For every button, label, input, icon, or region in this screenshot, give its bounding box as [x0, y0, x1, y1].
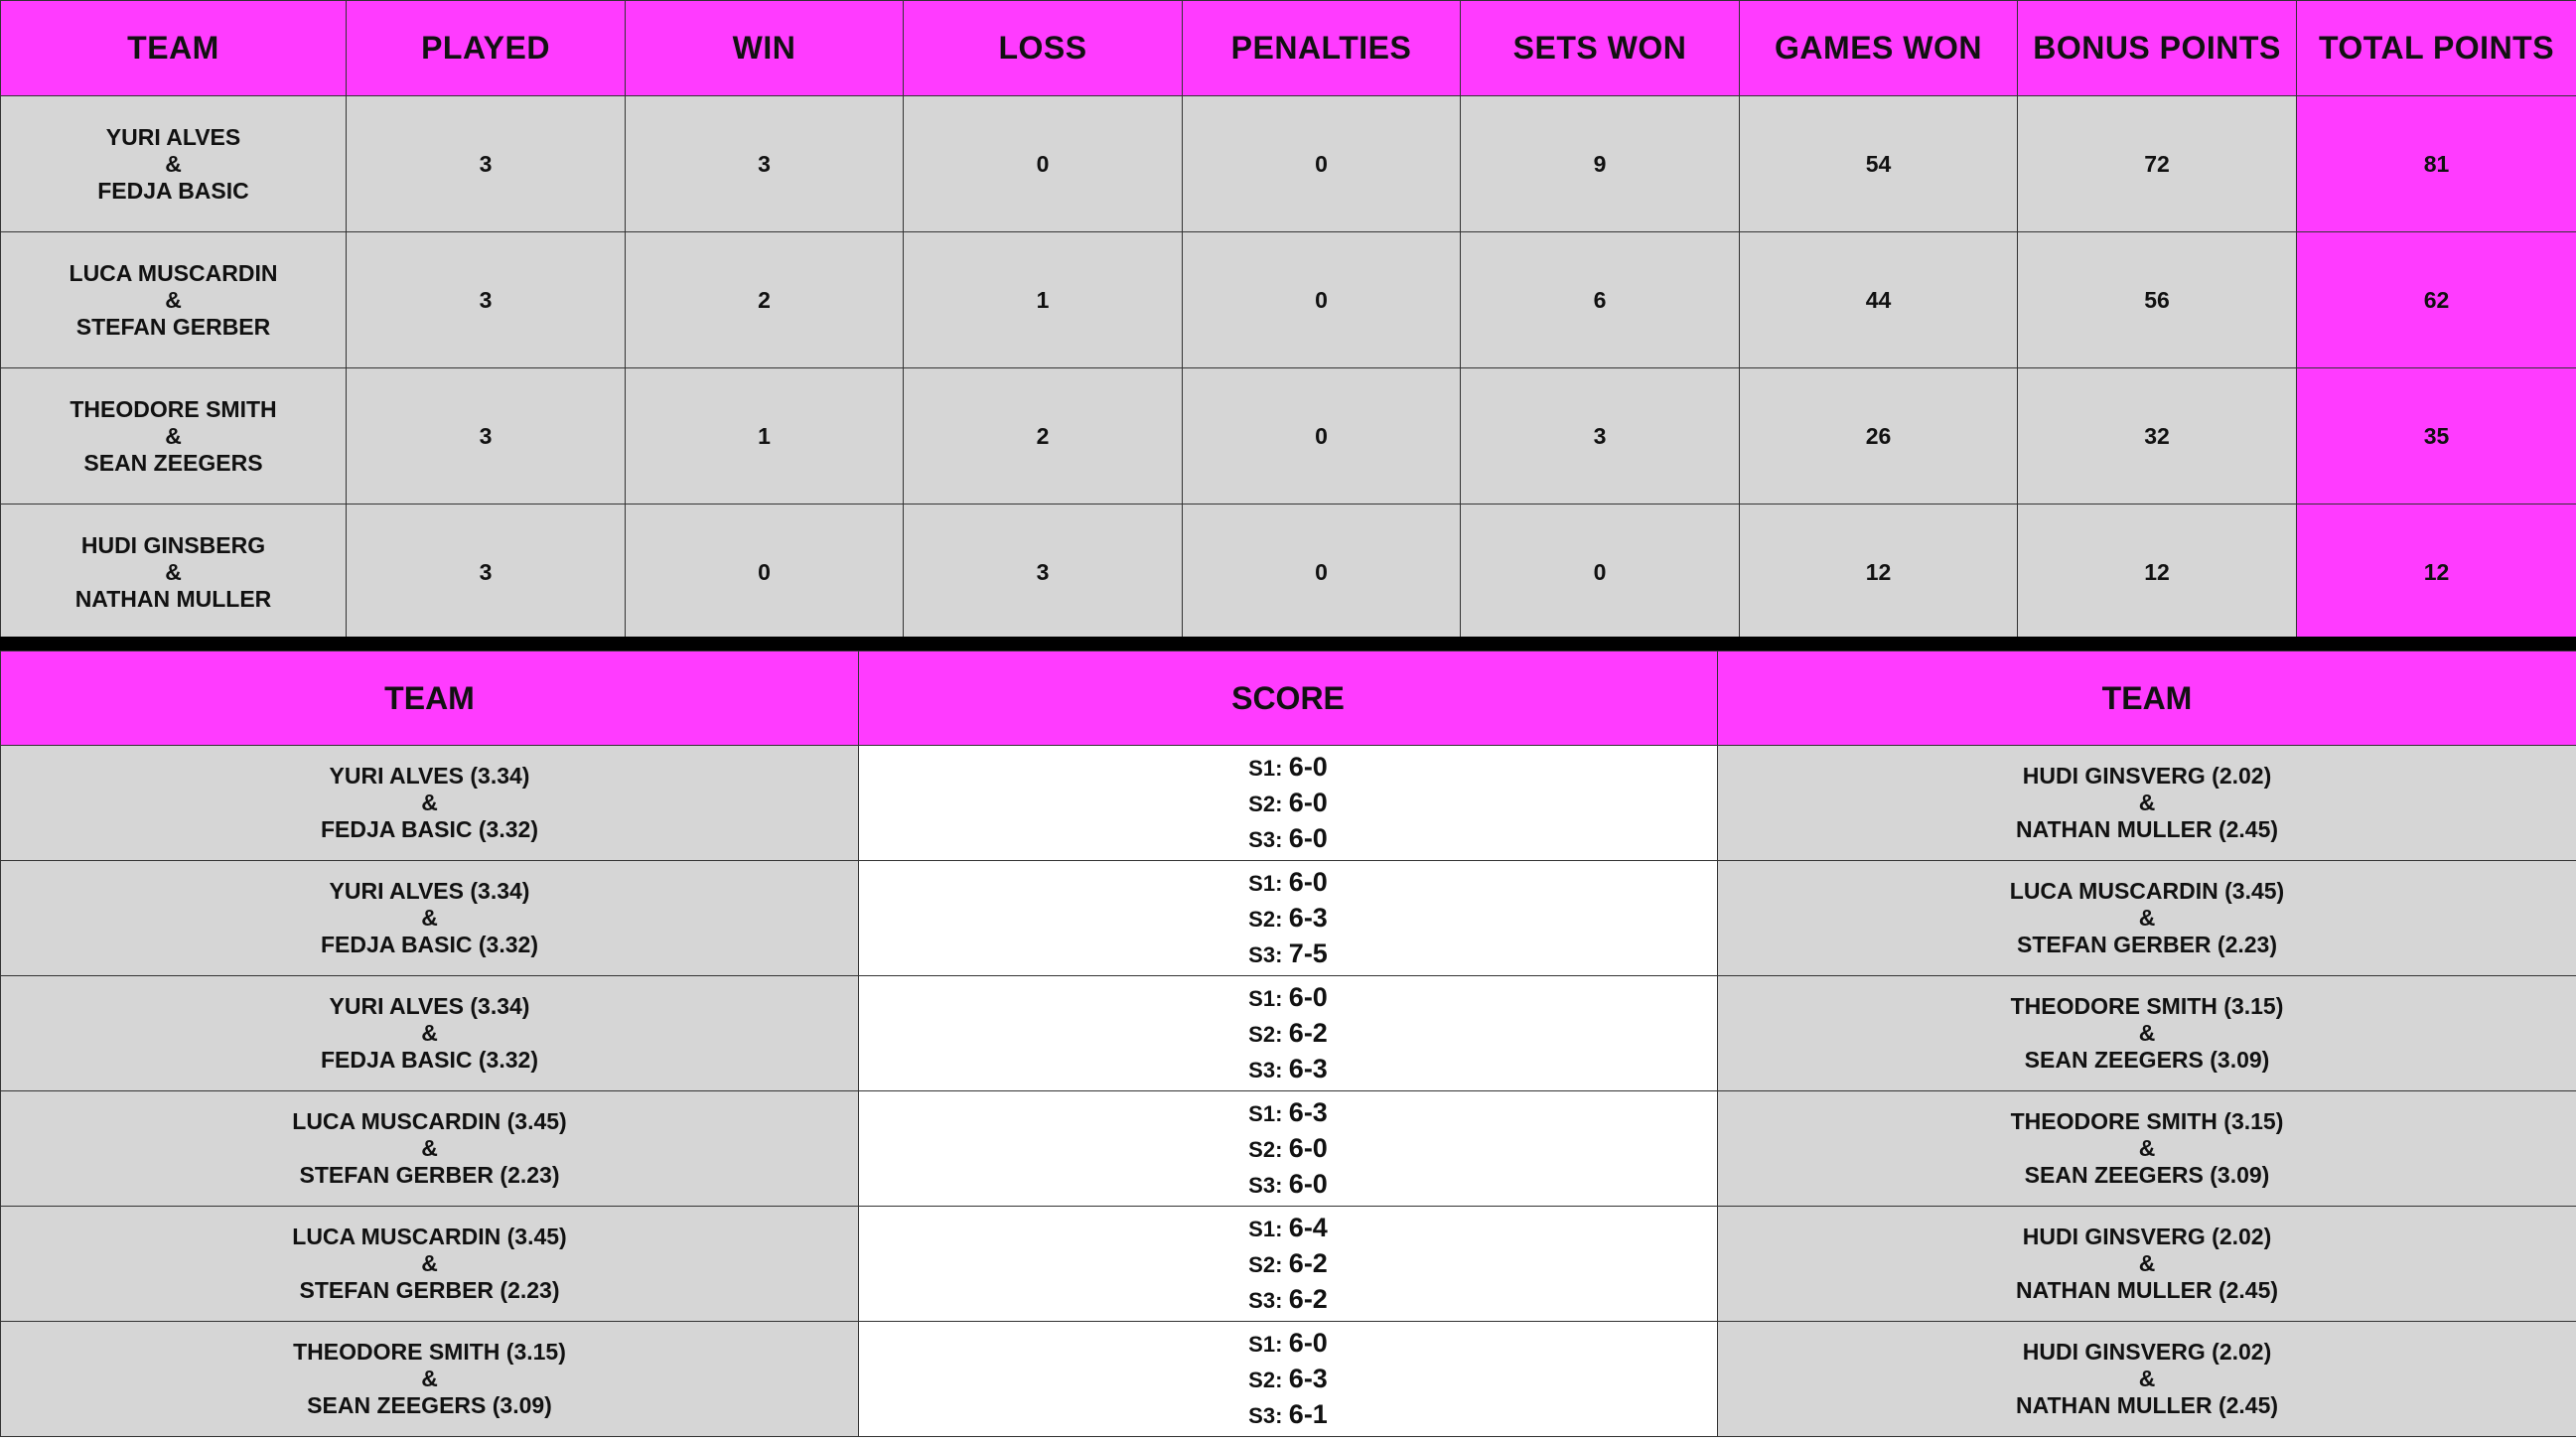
win-cell: 0 [626, 505, 904, 641]
standings-row [1, 505, 2576, 641]
loss-cell: 1 [904, 232, 1183, 368]
win-cell: 2 [626, 232, 904, 368]
set-score [859, 1362, 1717, 1397]
played-cell: 3 [347, 505, 626, 641]
player-name: STEFAN GERBER (2.23) [2017, 932, 2277, 957]
match-row [1, 1207, 2576, 1322]
set-value: 6-3 [1288, 1096, 1328, 1127]
player-name: THEODORE SMITH [70, 395, 277, 422]
header-win: WIN [626, 1, 904, 96]
player-name: SEAN ZEEGERS [83, 449, 263, 476]
header-team: TEAM [1, 1, 347, 96]
team-b-cell [1718, 1322, 2576, 1437]
set-label: S2: [1248, 906, 1283, 932]
set-label: S1: [1248, 985, 1283, 1011]
player-name: FEDJA BASIC [97, 177, 249, 204]
team-a-cell [1, 1322, 859, 1437]
ampersand: & [421, 790, 438, 815]
player-name: FEDJA BASIC (3.32) [321, 1047, 538, 1073]
match-row [1, 746, 2576, 861]
sets-won-cell: 9 [1461, 96, 1740, 232]
set-label: S3: [1248, 826, 1283, 852]
score-cell [859, 746, 1718, 861]
player-name: NATHAN MULLER (2.45) [2015, 1277, 2279, 1303]
set-score [859, 1131, 1717, 1167]
player-name: LUCA MUSCARDIN (3.45) [2009, 878, 2285, 904]
header-played: PLAYED [347, 1, 626, 96]
set-value: 6-0 [1288, 822, 1328, 853]
set-score [859, 901, 1717, 937]
set-label: S1: [1248, 870, 1283, 896]
score-cell [859, 861, 1718, 976]
set-value: 6-0 [1288, 1168, 1328, 1199]
header-loss: LOSS [904, 1, 1183, 96]
set-value: 6-3 [1288, 1053, 1328, 1083]
player-name: LUCA MUSCARDIN [69, 259, 278, 286]
penalties-cell: 0 [1183, 96, 1461, 232]
set-value: 6-0 [1288, 1132, 1328, 1163]
score-cell [859, 1091, 1718, 1207]
bonus-points-cell: 32 [2018, 368, 2297, 505]
ampersand: & [421, 905, 438, 931]
total-points-cell: 35 [2297, 368, 2576, 505]
set-value: 6-2 [1288, 1247, 1328, 1278]
score-cell [859, 1207, 1718, 1322]
set-label: S1: [1248, 1216, 1283, 1241]
team-cell [1, 232, 347, 368]
team-a-cell [1, 976, 859, 1091]
set-label: S2: [1248, 791, 1283, 816]
set-score [859, 1167, 1717, 1203]
games-won-cell: 54 [1740, 96, 2018, 232]
ampersand: & [421, 1135, 438, 1161]
standings-table [0, 0, 2576, 641]
set-label: S3: [1248, 1057, 1283, 1082]
set-score [859, 1095, 1717, 1131]
set-value: 6-0 [1288, 1327, 1328, 1358]
ampersand: & [165, 558, 182, 585]
win-cell: 3 [626, 96, 904, 232]
ampersand: & [2138, 1250, 2156, 1276]
set-score [859, 750, 1717, 786]
games-won-cell: 44 [1740, 232, 2018, 368]
set-value: 6-0 [1288, 787, 1328, 817]
player-name: SEAN ZEEGERS (3.09) [2024, 1162, 2270, 1188]
total-points-cell: 62 [2297, 232, 2576, 368]
score-cell [859, 976, 1718, 1091]
set-score [859, 1246, 1717, 1282]
ampersand: & [2138, 905, 2156, 931]
set-score [859, 786, 1717, 821]
set-score [859, 1211, 1717, 1246]
match-row [1, 861, 2576, 976]
set-score [859, 821, 1717, 857]
match-row [1, 1091, 2576, 1207]
set-value: 6-0 [1288, 866, 1328, 897]
team-b-cell [1718, 976, 2576, 1091]
team-cell [1, 368, 347, 505]
team-a-cell [1, 1091, 859, 1207]
set-score [859, 1052, 1717, 1087]
total-points-cell: 81 [2297, 96, 2576, 232]
header-total-points: TOTAL POINTS [2297, 1, 2576, 96]
bonus-points-cell: 56 [2018, 232, 2297, 368]
team-cell [1, 505, 347, 641]
player-name: YURI ALVES (3.34) [329, 763, 530, 789]
played-cell: 3 [347, 368, 626, 505]
team-b-cell [1718, 1091, 2576, 1207]
team-a-cell [1, 746, 859, 861]
set-value: 6-2 [1288, 1017, 1328, 1048]
ampersand: & [2138, 1020, 2156, 1046]
player-name: NATHAN MULLER [74, 585, 272, 612]
set-value: 6-1 [1288, 1398, 1328, 1429]
sets-won-cell: 6 [1461, 232, 1740, 368]
set-label: S2: [1248, 1136, 1283, 1162]
ampersand: & [421, 1020, 438, 1046]
set-label: S1: [1248, 1331, 1283, 1357]
played-cell: 3 [347, 232, 626, 368]
header-penalties: PENALTIES [1183, 1, 1461, 96]
ampersand: & [2138, 1135, 2156, 1161]
section-divider [0, 637, 2576, 650]
set-label: S3: [1248, 1287, 1283, 1313]
set-score [859, 937, 1717, 972]
player-name: YURI ALVES (3.34) [329, 878, 530, 904]
sets-won-cell: 0 [1461, 505, 1740, 641]
player-name: SEAN ZEEGERS (3.09) [307, 1392, 552, 1418]
standings-row [1, 368, 2576, 505]
set-label: S3: [1248, 1402, 1283, 1428]
played-cell: 3 [347, 96, 626, 232]
player-name: STEFAN GERBER (2.23) [299, 1162, 560, 1188]
team-a-cell [1, 1207, 859, 1322]
ampersand: & [2138, 1366, 2156, 1391]
loss-cell: 0 [904, 96, 1183, 232]
player-name: THEODORE SMITH (3.15) [2010, 993, 2284, 1019]
player-name: HUDI GINSVERG (2.02) [2022, 1224, 2272, 1249]
player-name: NATHAN MULLER (2.45) [2015, 1392, 2279, 1418]
set-label: S3: [1248, 1172, 1283, 1198]
header-team-b: TEAM [1718, 651, 2576, 746]
header-sets-won: SETS WON [1461, 1, 1740, 96]
set-score [859, 1326, 1717, 1362]
header-bonus-points: BONUS POINTS [2018, 1, 2297, 96]
player-name: HUDI GINSBERG [80, 531, 266, 558]
set-label: S1: [1248, 1100, 1283, 1126]
team-cell [1, 96, 347, 232]
player-name: HUDI GINSVERG (2.02) [2022, 763, 2272, 789]
set-value: 6-3 [1288, 902, 1328, 933]
loss-cell: 3 [904, 505, 1183, 641]
standings-row [1, 96, 2576, 232]
player-name: FEDJA BASIC (3.32) [321, 932, 538, 957]
match-row [1, 1322, 2576, 1437]
set-label: S2: [1248, 1021, 1283, 1047]
games-won-cell: 12 [1740, 505, 2018, 641]
set-label: S1: [1248, 755, 1283, 781]
penalties-cell: 0 [1183, 368, 1461, 505]
penalties-cell: 0 [1183, 232, 1461, 368]
player-name: THEODORE SMITH (3.15) [293, 1339, 566, 1365]
player-name: LUCA MUSCARDIN (3.45) [292, 1224, 567, 1249]
score-cell [859, 1322, 1718, 1437]
penalties-cell: 0 [1183, 505, 1461, 641]
player-name: YURI ALVES [105, 123, 241, 150]
match-row [1, 976, 2576, 1091]
set-label: S2: [1248, 1251, 1283, 1277]
header-team-a: TEAM [1, 651, 859, 746]
matches-header-row [1, 651, 2576, 746]
header-games-won: GAMES WON [1740, 1, 2018, 96]
ampersand: & [421, 1366, 438, 1391]
match-results-table [0, 650, 2576, 1437]
set-value: 6-0 [1288, 751, 1328, 782]
player-name: FEDJA BASIC (3.32) [321, 816, 538, 842]
player-name: SEAN ZEEGERS (3.09) [2024, 1047, 2270, 1073]
ampersand: & [165, 422, 182, 449]
games-won-cell: 26 [1740, 368, 2018, 505]
set-score [859, 1282, 1717, 1318]
set-score [859, 980, 1717, 1016]
player-name: STEFAN GERBER (2.23) [299, 1277, 560, 1303]
win-cell: 1 [626, 368, 904, 505]
player-name: THEODORE SMITH (3.15) [2010, 1108, 2284, 1134]
set-score [859, 1016, 1717, 1052]
ampersand: & [2138, 790, 2156, 815]
standings-header-row [1, 1, 2576, 96]
set-value: 7-5 [1288, 937, 1328, 968]
ampersand: & [421, 1250, 438, 1276]
set-label: S2: [1248, 1367, 1283, 1392]
sets-won-cell: 3 [1461, 368, 1740, 505]
set-label: S3: [1248, 941, 1283, 967]
player-name: NATHAN MULLER (2.45) [2015, 816, 2279, 842]
player-name: YURI ALVES (3.34) [329, 993, 530, 1019]
set-value: 6-0 [1288, 981, 1328, 1012]
team-b-cell [1718, 1207, 2576, 1322]
ampersand: & [165, 286, 182, 313]
player-name: STEFAN GERBER [75, 313, 271, 340]
set-score [859, 1397, 1717, 1433]
bonus-points-cell: 12 [2018, 505, 2297, 641]
set-score [859, 865, 1717, 901]
total-points-cell: 12 [2297, 505, 2576, 641]
ampersand: & [165, 150, 182, 177]
player-name: LUCA MUSCARDIN (3.45) [292, 1108, 567, 1134]
set-value: 6-4 [1288, 1212, 1328, 1242]
standings-row [1, 232, 2576, 368]
set-value: 6-3 [1288, 1363, 1328, 1393]
player-name: HUDI GINSVERG (2.02) [2022, 1339, 2272, 1365]
header-score: SCORE [859, 651, 1718, 746]
set-value: 6-2 [1288, 1283, 1328, 1314]
team-a-cell [1, 861, 859, 976]
bonus-points-cell: 72 [2018, 96, 2297, 232]
loss-cell: 2 [904, 368, 1183, 505]
team-b-cell [1718, 861, 2576, 976]
team-b-cell [1718, 746, 2576, 861]
